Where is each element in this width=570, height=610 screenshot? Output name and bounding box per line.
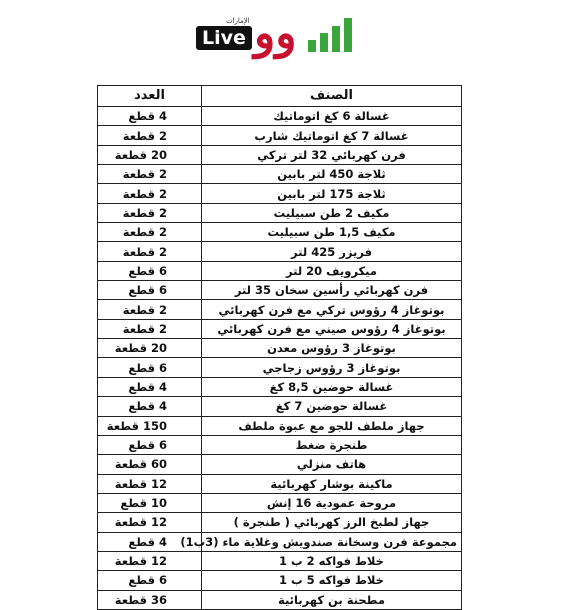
table-header-row [98,86,462,107]
quantity-cell: 4 قطع [98,107,202,126]
item-cell: جهاز ملطف للجو مع عبوة ملطف [202,416,462,435]
item-cell: بوتوغاز 3 رؤوس معدن [202,339,462,358]
table-row [98,474,462,493]
signal-bars-icon [308,18,358,52]
item-cell: مطحنة بن كهربائية [202,590,462,609]
quantity-cell: 10 قطع [98,493,202,512]
table-row [98,300,462,319]
table-row [98,435,462,454]
table-row [98,242,462,261]
signal-bar [332,26,340,52]
item-cell: ثلاجة 175 لتر بابين [202,184,462,203]
item-cell: مروحة عمودية 16 إنش [202,493,462,512]
signal-bar [320,33,328,52]
table-row [98,184,462,203]
signal-bar [308,40,316,52]
header-quantity: العدد [98,86,202,107]
table-row [98,455,462,474]
item-cell: خلاط فواكه 2 ب 1 [202,551,462,570]
table-row [98,377,462,396]
item-cell: بوتوغاز 4 رؤوس تركي مع فرن كهربائي [202,300,462,319]
item-cell: غسالة حوضين 8,5 كغ [202,377,462,396]
quantity-cell: 2 قطعة [98,242,202,261]
quantity-cell: 6 قطع [98,358,202,377]
table-row [98,281,462,300]
logo-live-badge: Live [196,26,252,50]
table-row [98,493,462,512]
item-cell: مجموعة فرن وسخانة صندويش وغلاية ماء (3ب1) [202,532,462,551]
signal-bar [344,18,352,52]
table-row [98,145,462,164]
item-cell: مكيف 1,5 طن سبيليت [202,223,462,242]
item-cell: ميكرويف 20 لتر [202,261,462,280]
quantity-cell: 150 قطعة [98,416,202,435]
brand-logo [196,8,366,60]
items-table-container [97,85,461,610]
table-row [98,397,462,416]
quantity-cell: 2 قطعة [98,223,202,242]
table-row [98,551,462,570]
table-row [98,165,462,184]
quantity-cell: 2 قطعة [98,184,202,203]
item-cell: طنجرة ضغط [202,435,462,454]
table-row [98,126,462,145]
quantity-cell: 2 قطعة [98,203,202,222]
table-row [98,319,462,338]
quantity-cell: 2 قطعة [98,165,202,184]
table-row [98,513,462,532]
table-row [98,107,462,126]
table-row [98,261,462,280]
item-cell: بوتوغاز 4 رؤوس صيني مع فرن كهربائي [202,319,462,338]
items-table [97,85,462,610]
header-item: الصنف [202,86,462,107]
item-cell: فرن كهربائي رأسين سخان 35 لتر [202,281,462,300]
quantity-cell: 6 قطع [98,261,202,280]
table-row [98,590,462,609]
item-cell: جهاز لطبخ الرز كهربائي ( طنجرة ) [202,513,462,532]
quantity-cell: 6 قطع [98,571,202,590]
quantity-cell: 2 قطعة [98,319,202,338]
logo-wordmark: وو [254,8,297,59]
item-cell: هاتف منزلي [202,455,462,474]
quantity-cell: 6 قطع [98,281,202,300]
table-row [98,571,462,590]
table-row [98,223,462,242]
item-cell: بوتوغاز 3 رؤوس زجاجي [202,358,462,377]
quantity-cell: 60 قطعة [98,455,202,474]
logo-subtitle: الإمارات [226,17,250,25]
table-row [98,339,462,358]
item-cell: فرن كهربائي 32 لتر تركي [202,145,462,164]
quantity-cell: 4 قطع [98,397,202,416]
table-body [98,107,462,610]
quantity-cell: 12 قطعة [98,474,202,493]
table-row [98,358,462,377]
item-cell: غسالة حوضين 7 كغ [202,397,462,416]
quantity-cell: 36 قطعة [98,590,202,609]
item-cell: خلاط فواكه 5 ب 1 [202,571,462,590]
quantity-cell: 4 قطع [98,532,202,551]
quantity-cell: 2 قطعة [98,300,202,319]
item-cell: ثلاجة 450 لتر بابين [202,165,462,184]
quantity-cell: 4 قطع [98,377,202,396]
item-cell: ماكينة بوشار كهربائية [202,474,462,493]
quantity-cell: 2 قطعة [98,126,202,145]
table-row [98,416,462,435]
table-row [98,203,462,222]
item-cell: غسالة 6 كغ اتوماتيك [202,107,462,126]
quantity-cell: 20 قطعة [98,145,202,164]
item-cell: مكيف 2 طن سبيليت [202,203,462,222]
item-cell: غسالة 7 كغ اتوماتيك شارب [202,126,462,145]
quantity-cell: 20 قطعة [98,339,202,358]
quantity-cell: 6 قطع [98,435,202,454]
table-row [98,532,462,551]
quantity-cell: 12 قطعة [98,551,202,570]
item-cell: فريزر 425 لتر [202,242,462,261]
quantity-cell: 12 قطعة [98,513,202,532]
